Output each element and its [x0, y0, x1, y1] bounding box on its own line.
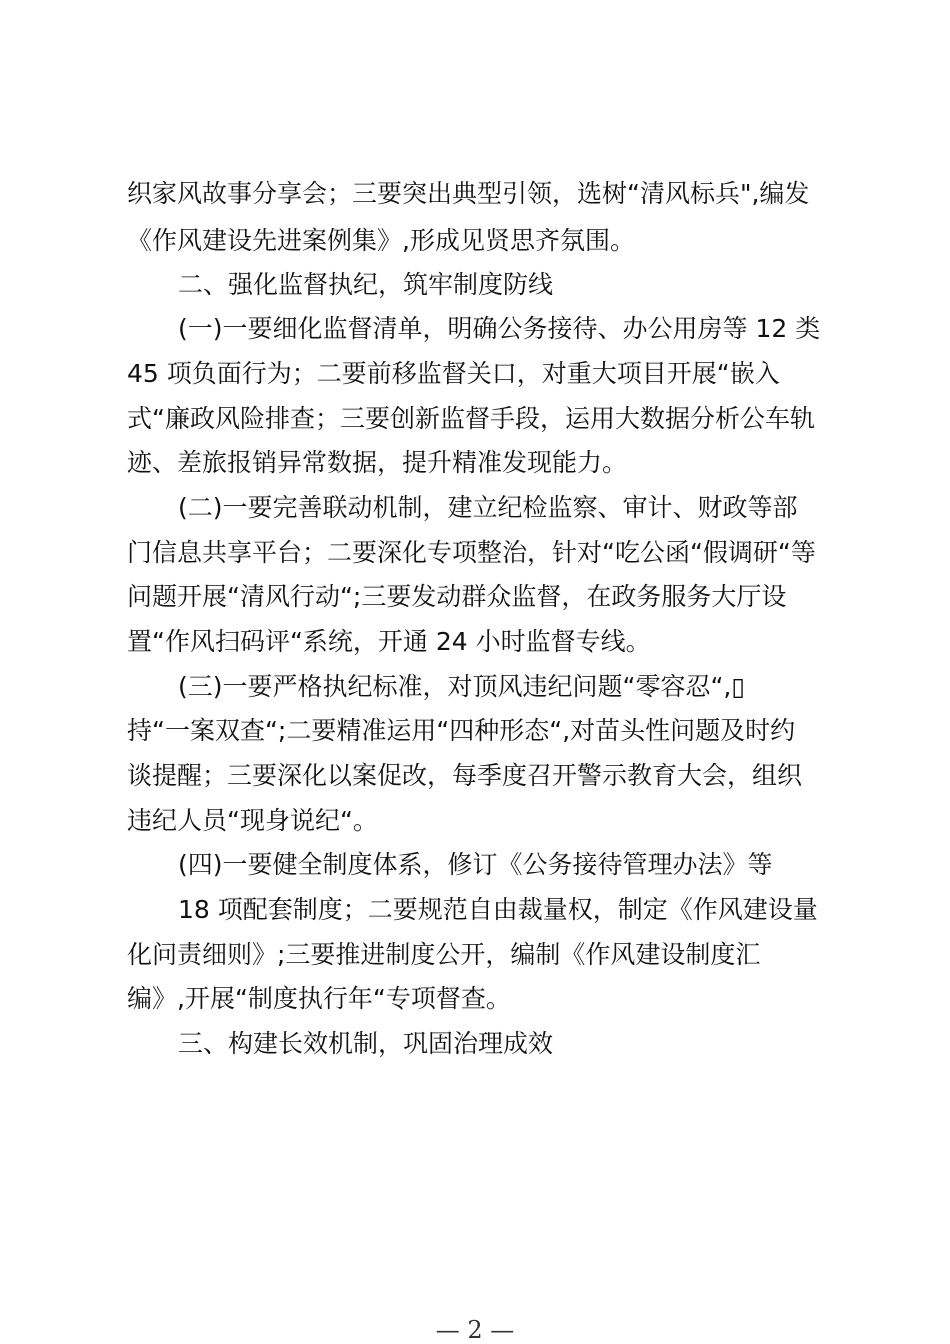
- text-line: 置“作风扫码评“系统，开通 24 小时监督专线。: [127, 627, 651, 656]
- text-line: 迹、差旅报销异常数据，提升精准发现能力。: [127, 448, 628, 477]
- text-line: 持“一案双查“;二要精准运用“四种形态“,对苗头性问题及时约: [127, 716, 796, 745]
- text-line: 门信息共享平台；二要深化专项整治，针对“吃公函“假调研“等: [127, 538, 816, 567]
- text-line: 编》,开展“制度执行年“专项督查。: [127, 984, 511, 1013]
- text-line: (一)一要细化监督清单，明确公务接待、办公用房等 12 类: [178, 314, 821, 343]
- text-line: (三)一要严格执纪标准，对顶风违纪问题“零容忍“,▯: [178, 672, 746, 701]
- section-heading: 二、强化监督执纪，筑牢制度防线: [178, 270, 554, 299]
- text-line: 谈提醒；三要深化以案促改，每季度召开警示教育大会，组织: [127, 761, 803, 790]
- text-line: 织家风故事分享会；三要突出典型引领，选树“清风标兵",编发: [127, 179, 810, 208]
- text-line: 问题开展“清风行动“;三要发动群众监督，在政务服务大厅设: [127, 582, 787, 611]
- text-line: (二)一要完善联动机制，建立纪检监察、审计、财政等部: [178, 493, 798, 522]
- text-line: 违纪人员“现身说纪“。: [127, 806, 378, 835]
- text-line: 化问责细则》;三要推进制度公开，编制《作风建设制度汇: [127, 940, 761, 969]
- text-line: (四)一要健全制度体系，修订《公务接待管理办法》等: [178, 850, 773, 879]
- page-number: — 2 —: [435, 1316, 515, 1344]
- text-line: 18 项配套制度；二要规范自由裁量权，制定《作风建设量: [178, 895, 818, 924]
- text-line: 式“廉政风险排查；三要创新监督手段，运用大数据分析公车轨: [127, 404, 815, 433]
- text-line: 《作风建设先进案例集》,形成见贤思齐氛围。: [127, 226, 635, 255]
- text-line: 45 项负面行为；二要前移监督关口，对重大项目开展“嵌入: [127, 359, 780, 388]
- section-heading: 三、构建长效机制，巩固治理成效: [178, 1029, 554, 1058]
